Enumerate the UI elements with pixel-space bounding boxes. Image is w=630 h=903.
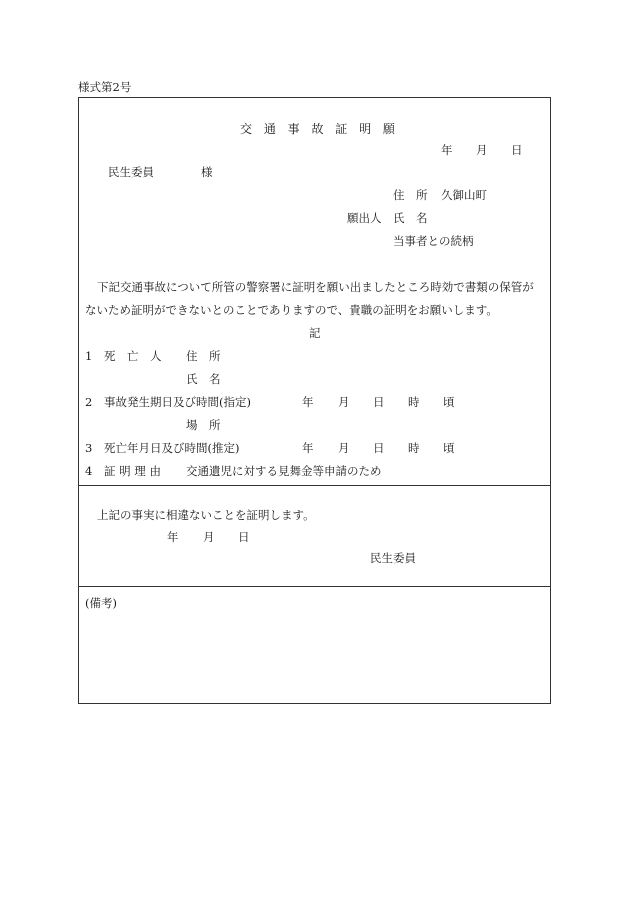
request-day: 日	[511, 143, 523, 157]
item3-month: 月	[338, 441, 350, 455]
certification-day: 日	[238, 530, 250, 544]
item2-approx: 頃	[443, 395, 455, 409]
body-text-line2: ないため証明ができないとのことでありますので、貴職の証明をお願いします。	[85, 303, 498, 317]
item1-number: 1	[85, 349, 93, 363]
item3-year: 年	[302, 441, 314, 455]
form-number: 様式第2号	[78, 80, 132, 94]
divider-remarks	[79, 586, 550, 587]
body-text-line1: 下記交通事故について所管の警察署に証明を願い出ましたところ時効で書類の保管が	[97, 280, 534, 294]
request-month: 月	[476, 143, 488, 157]
item1-address-label: 住 所	[186, 349, 221, 363]
request-year: 年	[441, 143, 453, 157]
item4-value: 交通遺児に対する見舞金等申請のため	[186, 464, 382, 478]
certification-text: 上記の事実に相違ないことを証明します。	[97, 508, 315, 522]
item2-day: 日	[373, 395, 385, 409]
item2-hour: 時	[408, 395, 420, 409]
certification-year: 年	[167, 530, 179, 544]
item2-month: 月	[338, 395, 350, 409]
item2-label: 事故発生期日及び時間(指定)	[104, 395, 251, 409]
certification-month: 月	[203, 530, 215, 544]
item3-label: 死亡年月日及び時間(推定)	[104, 441, 240, 455]
ki-heading: 記	[309, 326, 321, 340]
item2-number: 2	[85, 395, 93, 409]
applicant-label: 願出人	[347, 211, 382, 225]
certification-signer-label: 民生委員	[370, 551, 416, 565]
item4-number: 4	[85, 464, 93, 478]
applicant-address-value: 久御山町	[441, 188, 487, 202]
item3-day: 日	[373, 441, 385, 455]
applicant-address-label: 住 所	[393, 188, 428, 202]
form-title: 交 通 事 故 証 明 願	[240, 122, 395, 136]
item3-approx: 頃	[443, 441, 455, 455]
addressee-label: 民生委員	[108, 165, 154, 179]
item1-name-label: 氏 名	[186, 372, 221, 386]
item1-label: 死 亡 人	[104, 349, 162, 363]
addressee-honorific: 様	[201, 165, 213, 179]
remarks-label: (備考)	[85, 596, 117, 610]
item3-hour: 時	[408, 441, 420, 455]
item2-place-label: 場 所	[186, 418, 221, 432]
item3-number: 3	[85, 441, 93, 455]
applicant-relation-label: 当事者との続柄	[393, 234, 474, 248]
item2-year: 年	[302, 395, 314, 409]
item4-label: 証 明 理 由	[104, 464, 161, 478]
divider-certification	[79, 485, 550, 486]
applicant-name-label: 氏 名	[393, 211, 428, 225]
